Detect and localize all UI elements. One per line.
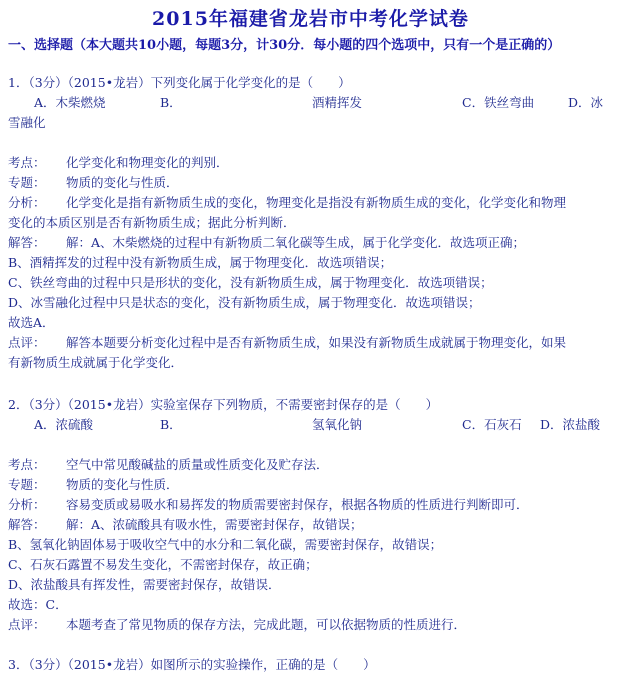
zhuanti-label: 专题： — [8, 175, 46, 190]
q1-kaodian — [8, 154, 229, 172]
q2-jieda-text-4: D、浓盐酸具有挥发性，需要密封保存，故错误． — [8, 577, 281, 592]
q1-dianping — [8, 334, 566, 352]
q1-dianping-text-1: 解答本题要分析变化过程中是否有新物质生成，如果没有新物质生成就属于物理变化，如果 — [66, 335, 567, 350]
page-title: 2015年福建省龙岩市中考化学试卷 — [152, 8, 469, 30]
jieda-label: 解答： — [8, 517, 46, 532]
q2-jieda — [8, 516, 363, 534]
q1-fenxi-text-1: 化学变化是指有新物质生成的变化，物理变化是指没有新物质生成的变化，化学变化和物理 — [66, 195, 567, 210]
q2-jieda-text-3: C、石灰石露置不易发生变化，不需密封保存，故正确； — [8, 557, 318, 572]
q1-dianping-text-2: 有新物质生成就属于化学变化． — [8, 355, 184, 370]
q2-kaodian — [8, 456, 329, 474]
q2-option-d: D．浓盐酸 — [540, 417, 601, 432]
q1-option-b-text: 酒精挥发 — [312, 95, 363, 110]
q2-option-b-text: 氢氧化钠 — [312, 417, 363, 432]
kaodian-label: 考点： — [8, 457, 46, 472]
q2-dianping — [8, 616, 466, 634]
q2-jieda-text-5: 故选：C． — [8, 597, 68, 612]
q2-fenxi-text: 容易变质或易吸水和易挥发的物质需要密封保存，根据各物质的性质进行判断即可． — [66, 497, 529, 512]
q1-jieda-text-1: 解：A、木柴燃烧的过程中有新物质二氧化碳等生成，属于化学变化．故选项正确； — [66, 235, 526, 250]
zhuanti-label: 专题： — [8, 477, 46, 492]
jieda-label: 解答： — [8, 235, 46, 250]
q1-jieda-text-4: D、冰雪融化过程中只是状态的变化，没有新物质生成，属于物理变化．故选项错误； — [8, 295, 481, 310]
fenxi-label: 分析： — [8, 195, 46, 210]
q2-fenxi — [8, 496, 529, 514]
q1-kaodian-text: 化学变化和物理变化的判别． — [66, 155, 229, 170]
kaodian-label: 考点： — [8, 155, 46, 170]
q1-fenxi-text-2: 变化的本质区别是否有新物质生成；据此分析判断． — [8, 215, 296, 230]
q1-jieda-text-5: 故选A． — [8, 315, 55, 330]
q2-option-a: A．浓硫酸 — [34, 417, 94, 432]
fenxi-label: 分析： — [8, 497, 46, 512]
q1-jieda-text-2: B、酒精挥发的过程中没有新物质生成，属于物理变化．故选项错误； — [8, 255, 393, 270]
dianping-label: 点评： — [8, 335, 46, 350]
q1-option-a: A．木柴燃烧 — [34, 95, 106, 110]
section-heading: 一、选择题（本大题共10小题，每题3分，计30分．每小题的四个选项中，只有一个是正确的） — [8, 38, 561, 53]
q1-jieda — [8, 234, 525, 252]
dianping-label: 点评： — [8, 617, 46, 632]
q2-jieda-text-2: B、氢氧化钠固体易于吸收空气中的水分和二氧化碳，需要密封保存，故错误； — [8, 537, 443, 552]
q2-jieda-text-1: 解：A、浓硫酸具有吸水性，需要密封保存，故错误； — [66, 517, 363, 532]
q1-jieda-text-3: C、铁丝弯曲的过程中只是形状的变化，没有新物质生成，属于物理变化．故选项错误； — [8, 275, 493, 290]
q1-zhuanti-text: 物质的变化与性质． — [66, 175, 179, 190]
q1-option-c: C．铁丝弯曲 — [462, 95, 535, 110]
q2-option-c: C．石灰石 — [462, 417, 522, 432]
q1-option-b: B． — [160, 95, 182, 110]
q2-stem: 2．（3分）（2015•龙岩）实验室保存下列物质，不需要密封保存的是（ ） — [8, 397, 439, 412]
q2-zhuanti — [8, 476, 179, 494]
q1-fenxi — [8, 194, 566, 212]
q2-kaodian-text: 空气中常见酸碱盐的质量或性质变化及贮存法． — [66, 457, 329, 472]
q1-option-d: D．冰 — [568, 95, 604, 110]
q1-zhuanti — [8, 174, 179, 192]
q2-zhuanti-text: 物质的变化与性质． — [66, 477, 179, 492]
q2-option-b: B． — [160, 417, 182, 432]
q1-option-d-cont: 雪融化 — [8, 115, 46, 130]
q3-stem: 3．（3分）（2015•龙岩）如图所示的实验操作，正确的是（ ） — [8, 657, 376, 672]
q1-stem: 1．（3分）（2015•龙岩）下列变化属于化学变化的是（ ） — [8, 75, 351, 90]
q2-dianping-text: 本题考查了常见物质的保存方法，完成此题，可以依据物质的性质进行． — [66, 617, 467, 632]
